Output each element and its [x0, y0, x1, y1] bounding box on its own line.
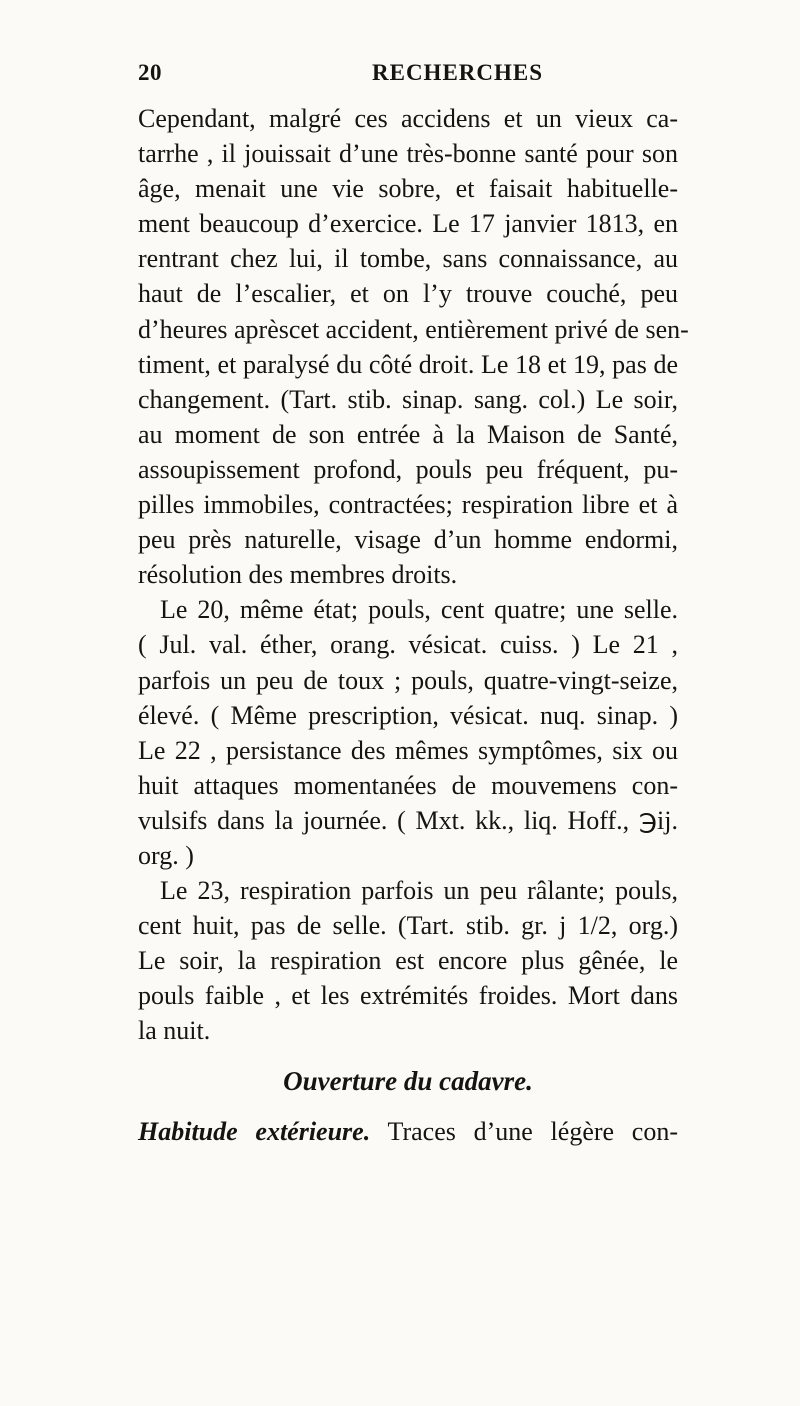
text-line: rentrant chez lui, il tombe, sans connaissance, au [138, 244, 678, 274]
subheading: Habitude extérieure. [138, 1116, 371, 1146]
text-line: résolution des membres droits. [138, 560, 458, 590]
body-text [138, 101, 689, 1149]
text-line: vulsifs dans la journée. ( Mxt. kk., liq. Hoff., ℈ij. [138, 805, 678, 835]
text-line: âge, menait une vie sobre, et faisait habituelle- [138, 174, 678, 204]
subsection-line [138, 1114, 678, 1149]
text-line: timent, et paralysé du côté droit. Le 18 et 19, pas de [138, 349, 678, 379]
text-line: Le 23, respiration parfois un peu râlante; pouls, [160, 876, 678, 906]
text-line: tarrhe , il jouissait d’une très-bonne santé pour son [138, 139, 678, 169]
subheading-continuation: Traces d’une légère con- [387, 1116, 678, 1146]
text-line: haut de l’escalier, et on l’y trouve couché, peu [138, 279, 678, 309]
text-line: cent huit, pas de selle. (Tart. stib. gr. j 1/2, org.) [138, 911, 678, 941]
text-line: d’heures aprèscet accident, entièrement privé de sen- [138, 314, 689, 344]
text-line: pouls faible , et les extrémités froides. Mort dans [138, 981, 678, 1011]
text-line: la nuit. [138, 1016, 211, 1046]
text-line: assoupissement profond, pouls peu fréquent, pu- [138, 454, 678, 484]
text-line: changement. (Tart. stib. sinap. sang. col.) Le soir, [138, 384, 678, 414]
text-line: ( Jul. val. éther, orang. vésicat. cuiss. ) Le 21 , [138, 630, 678, 660]
text-line: ment beaucoup d’exercice. Le 17 janvier 1813, en [138, 209, 678, 239]
text-line: Le soir, la respiration est encore plus gênée, le [138, 946, 678, 976]
section-spacer [138, 1099, 678, 1114]
text-line: élevé. ( Même prescription, vésicat. nuq. sinap. ) [138, 700, 678, 730]
text-line: au moment de son entrée à la Maison de Santé, [138, 419, 678, 449]
running-head [126, 60, 676, 90]
text-line: huit attaques momentanées de mouvemens con- [138, 770, 678, 800]
text-line: Cependant, malgré ces accidens et un vieux ca- [138, 104, 678, 133]
text-line: peu près naturelle, visage d’un homme endormi, [138, 525, 678, 555]
text-line: Le 22 , persistance des mêmes symptômes, six ou [138, 735, 678, 765]
text-line: org. ) [138, 840, 194, 870]
section-heading: Ouverture du cadavre. [283, 1065, 533, 1096]
page-number: 20 [138, 60, 162, 85]
running-title: RECHERCHES [372, 60, 544, 85]
text-line: pilles immobiles, contractées; respiration libre et à [138, 490, 678, 520]
text-line: Le 20, même état; pouls, cent quatre; une selle. [160, 595, 678, 625]
text-line: parfois un peu de toux ; pouls, quatre-vingt-seize, [138, 665, 678, 695]
section-spacer [138, 1049, 678, 1064]
